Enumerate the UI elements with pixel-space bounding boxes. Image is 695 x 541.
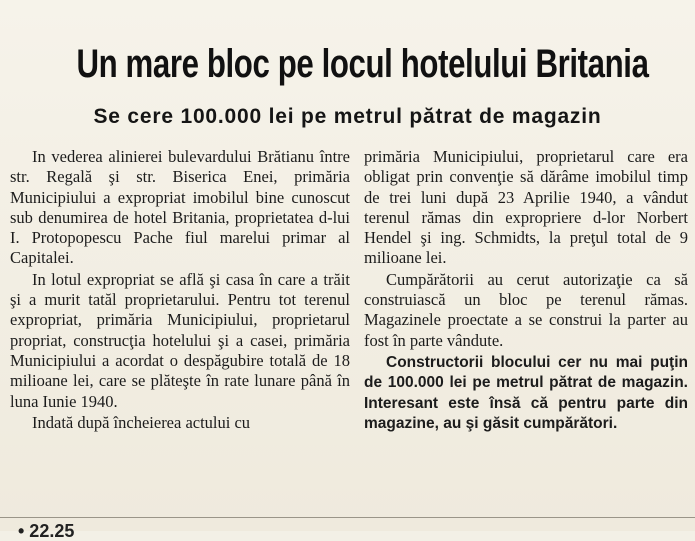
cut-off-text: • 22.25 xyxy=(18,521,75,541)
paragraph: In lotul expropriat se află şi casa în care a trăit şi a murit tatăl proprietarului. Pentru tot terenul expropriat, primăria Municipiului, proprietarul propriat, construcţia hotelului şi a casei, primăria Municipiului a acordat o despăgubire totală de 18 milioane lei, care se plăteşte în rate lunare până în luna Iunie 1940. xyxy=(10,269,350,411)
bold-paragraph: Constructorii blocului cer nu mai puţin de 100.000 lei pe metrul pătrat de magazin. Interesant este însă că pentru parte din magazine, au şi găsit cumpărători. xyxy=(364,353,688,432)
paragraph: Cumpărătorii au cerut autorizaţie ca să construiască un bloc pe terenul rămas. Magazinele proectate a se construi la parter au fost în parte vândute. xyxy=(364,269,688,350)
article-subheadline: Se cere 100.000 lei pe metrul pătrat de magazin xyxy=(93,105,602,128)
article-headline: Un mare bloc pe locul hotelului Britania xyxy=(76,42,649,86)
page-divider xyxy=(0,517,695,518)
right-column xyxy=(364,147,688,434)
paragraph: primăria Municipiului, proprietarul care era obligat prin convenţie să dărâme imobilul timp de trei luni după 23 Aprilie 1940, a vândut terenul rămas din expropriere d-lor Norbert Hendel şi ing. Schmidts, la preţul total de 9 milioane lei. xyxy=(364,147,688,268)
paragraph: In vederea alinierei bulevardului Brătianu între str. Regală şi str. Biserica Enei, primăria Municipiului a expropriat imobilul bine cunoscut sub denumirea de hotel Britania, proprietatea d-lui I. Protopopescu Pache fiul marelui primar al Capitalei. xyxy=(10,147,350,268)
left-column xyxy=(10,147,350,433)
paragraph: Indată după încheierea actului cu xyxy=(32,412,251,432)
